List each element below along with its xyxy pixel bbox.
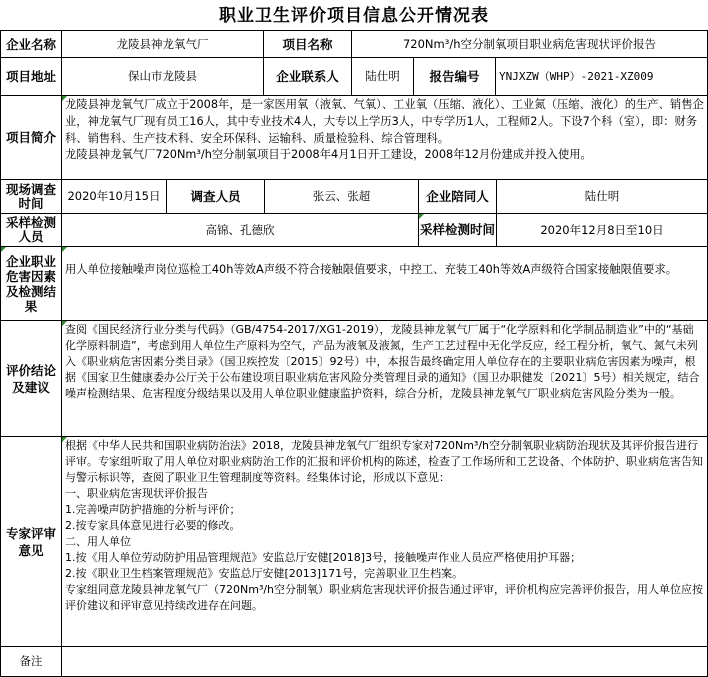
sampling-time-value: 2020年12月8日至10日 [497,214,708,247]
expert-review-label: 专家评审意见 [0,437,62,647]
survey-date-label: 现场调查时间 [0,180,62,214]
review-conclusion: 专家组同意龙陵县神龙氧气厂（720Nm³/h空分制氧）职业病危害现状评价报告通过评审，评价机构应完善评价报告，用人单位应按评价建议和评审意见持续改进存在问题。 [65,583,704,612]
page-title: 职业卫生评价项目信息公开情况表 [219,6,489,26]
review-item-1: 1.完善噪声防护措施的分析与评价； [65,503,241,516]
review-item-4: 2.按《职业卫生档案管理规范》安监总厅安健[2013]171号，完善职业卫生档案。 [65,567,464,580]
remark-label: 备注 [0,647,62,677]
review-paragraph-intro: 根据《中华人民共和国职业病防治法》2018，龙陵县神龙氧气厂组织专家对720Nm³/h空分制氧职业病防治现状及其评价报告进行评审。专家组听取了用人单位对职业病防治工作的汇报和评价机构的陈述，检查了工作场所和工艺设备、个体防护、职业病危害告知与警示标识等，查阅了职业卫生管理制度等资料。经集体讨论，形成以下意见： [65,439,703,484]
info-table [0,30,708,677]
survey-date-value: 2020年10月15日 [62,180,167,214]
sampling-time-label: 采样检测时间 [419,214,497,247]
project-intro-paragraph-1: 龙陵县神龙氧气厂成立于2008年，是一家医用氧（液氧、气氧）、工业氧（压缩、液化）、工业氮（压缩、液化）的生产、销售企业，神龙氧气厂现有员工16人，其中专业技术4人，大专以上学历3人，中专学历1人，工程师2人。下设7个科（室），即：财务科、销售科、生产技术科、安全环保科、运输科、质量检验科、综合管理科。 [65,98,704,145]
project-intro-label: 项目简介 [0,96,62,180]
project-address-value: 保山市龙陵县 [62,58,264,96]
review-section-report: 一、职业病危害现状评价报告 [65,487,208,500]
conclusion-text: 查阅《国民经济行业分类与代码》（GB/4754-2017/XG1-2019），龙陵县神龙氧气厂属于“化学原料和化学制品制造业”中的“基础化学原料制造”，考虑到用人单位生产原料为空气，产品为液氧及液氮，生产工艺过程中无化学反应，经工程分析，氧气、氮气未列入《职业病危害因素分类目录》（国卫疾控发〔2015〕92号）中，本报告最终确定用人单位存在的主要职业病危害因素为噪声，根据《国家卫生健康委办公厅关于公布建设项目职业病危害风险分类管理目录的通知》（国卫办职健发〔2021〕5号）相关规定，结合噪声检测结果、危害程度分级结果以及用人单位职业健康监护资料，综合分析，龙陵县神龙氧气厂职业病危害风险分类为一般。 [62,321,708,437]
contact-person-value: 陆仕明 [352,58,414,96]
report-number-label: 报告编号 [414,58,496,96]
review-item-3: 1.按《用人单位劳动防护用品管理规范》安监总厅安健[2018]3号，接触噪声作业人员应严格使用护耳器； [65,551,582,564]
review-item-2: 2.按专家具体意见进行必要的修改。 [65,519,241,532]
sampling-staff-value: 高锦、孔德欣 [62,214,419,247]
hazard-factors-text: 用人单位接触噪声岗位巡检工40h等效A声级不符合接触限值要求，中控工、充装工40h等效A声级符合国家接触限值要求。 [62,247,708,321]
expert-review-text [62,437,708,647]
investigator-value: 张云、张超 [265,180,419,214]
project-intro-paragraph-2: 龙陵县神龙氧气厂720Nm³/h空分制氧项目于2008年4月1日开工建设，2008年12月份建成并投入使用。 [65,148,592,162]
remark-value [62,647,708,677]
review-section-employer: 二、用人单位 [65,535,131,548]
project-name-value: 720Nm³/h空分制氧项目职业病危害现状评价报告 [352,30,708,58]
project-intro-text [62,96,708,180]
escort-value: 陆仕明 [497,180,708,214]
contact-person-label: 企业联系人 [264,58,352,96]
investigator-label: 调查人员 [167,180,265,214]
conclusion-label: 评价结论及建议 [0,321,62,437]
sampling-staff-label: 采样检测人员 [0,214,62,247]
company-name-label: 企业名称 [0,30,62,58]
report-number-value: YNJXZW（WHP）-2021-XZ009 [496,58,708,96]
project-address-label: 项目地址 [0,58,62,96]
escort-label: 企业陪同人 [419,180,497,214]
company-name-value: 龙陵县神龙氧气厂 [62,30,264,58]
hazard-factors-label: 企业职业危害因素及检测结果 [0,247,62,321]
project-name-label: 项目名称 [264,30,352,58]
